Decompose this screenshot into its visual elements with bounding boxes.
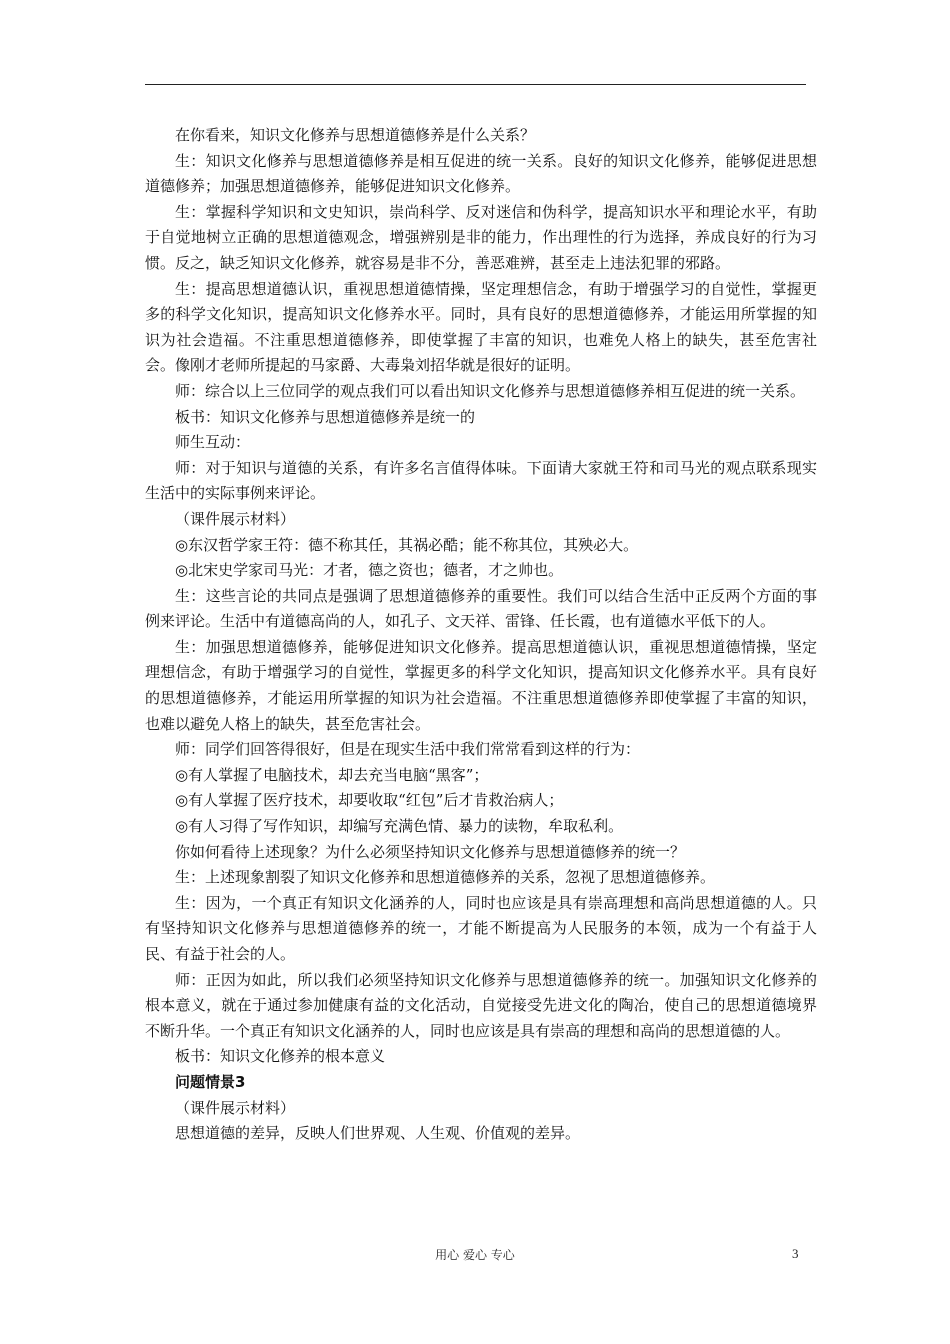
paragraph: 生：提高思想道德认识，重视思想道德情操，坚定理想信念，有助于增强学习的自觉性，掌握更多的科学文化知识，提高知识文化修养水平。同时，具有良好的思想道德修养，才能运用所掌握的知识为社会造福。不注重思想道德修养，即使掌握了丰富的知识，也难免人格上的缺失，甚至危害社会。像刚才老师所提起的马家爵、大毒枭刘招华就是很好的证明。 xyxy=(145,279,817,375)
example-item: ◎有人掌握了电脑技术，却去充当电脑“黑客”； xyxy=(175,765,489,784)
paragraph: 师：正因为如此，所以我们必须坚持知识文化修养与思想道德修养的统一。加强知识文化修养的根本意义，就在于通过参加健康有益的文化活动，自觉接受先进文化的陶冶，使自己的思想道德境界不断升华。一个真正有知识文化涵养的人，同时也应该是具有崇高的理想和高尚的思想道德的人。 xyxy=(145,970,817,1040)
blackboard-note: 板书：知识文化修养的根本意义 xyxy=(175,1047,386,1066)
paragraph: 生：因为，一个真正有知识文化涵养的人，同时也应该是具有崇高理想和高尚思想道德的人。只有坚持知识文化修养与思想道德修养的统一，才能不断提高为人民服务的本领，成为一个有益于人民、有益于社会的人。 xyxy=(145,893,817,963)
material-note: （课件展示材料） xyxy=(175,509,296,528)
paragraph: 生：加强思想道德修养，能够促进知识文化修养。提高思想道德认识，重视思想道德情操，坚定理想信念，有助于增强学习的自觉性，掌握更多的科学文化知识，提高知识文化修养水平。具有良好的思想道德修养，才能运用所掌握的知识为社会造福。不注重思想道德修养即使掌握了丰富的知识，也难以避免人格上的缺失，甚至危害社会。 xyxy=(145,637,817,733)
paragraph: 生：掌握科学知识和文史知识，崇尚科学、反对迷信和伪科学，提高知识水平和理论水平，有助于自觉地树立正确的思想道德观念，增强辨别是非的能力，作出理性的行为选择，养成良好的行为习惯。反之，缺乏知识文化修养，就容易是非不分，善恶难辨，甚至走上违法犯罪的邪路。 xyxy=(145,202,817,272)
quote-item: ◎东汉哲学家王符：德不称其任，其祸必酷；能不称其位，其殃必大。 xyxy=(175,535,639,554)
page-number: 3 xyxy=(792,1246,799,1261)
paragraph: 师：对于知识与道德的关系，有许多名言值得体味。下面请大家就王符和司马光的观点联系现实生活中的实际事例来评论。 xyxy=(145,458,817,503)
paragraph: 在你看来，知识文化修养与思想道德修养是什么关系？ xyxy=(175,126,536,144)
footer-slogan: 用心 爱心 专心 xyxy=(435,1248,515,1262)
paragraph: 生：这些言论的共同点是强调了思想道德修养的重要性。我们可以结合生活中正反两个方面的事例来评论。生活中有道德高尚的人，如孔子、文天祥、雷锋、任长霞，也有道德水平低下的人。 xyxy=(145,586,817,631)
document-body xyxy=(145,123,817,1147)
paragraph: 师：综合以上三位同学的观点我们可以看出知识文化修养与思想道德修养相互促进的统一关系。 xyxy=(175,381,806,400)
header-rule xyxy=(145,84,806,85)
material-note: （课件展示材料） xyxy=(175,1098,296,1117)
example-item: ◎有人掌握了医疗技术，却要收取“红包”后才肯救治病人； xyxy=(175,791,564,810)
example-item: ◎有人习得了写作知识，却编写充满色情、暴力的读物，牟取私利。 xyxy=(175,817,624,836)
paragraph: 师：同学们回答得很好，但是在现实生活中我们常常看到这样的行为： xyxy=(175,740,641,759)
paragraph: 师生互动： xyxy=(175,433,251,452)
blackboard-note: 板书：知识文化修养与思想道德修养是统一的 xyxy=(175,407,476,426)
quote-item: ◎北宋史学家司马光：才者，德之资也；德者，才之帅也。 xyxy=(175,561,564,580)
paragraph: 生：上述现象割裂了知识文化修养和思想道德修养的关系，忽视了思想道德修养。 xyxy=(175,868,716,887)
section-heading: 问题情景3 xyxy=(175,1072,246,1091)
paragraph: 生：知识文化修养与思想道德修养是相互促进的统一关系。良好的知识文化修养，能够促进思想道德修养；加强思想道德修养，能够促进知识文化修养。 xyxy=(145,151,817,196)
paragraph: 你如何看待上述现象？为什么必须坚持知识文化修养与思想道德修养的统一？ xyxy=(175,842,686,861)
paragraph: 思想道德的差异，反映人们世界观、人生观、价值观的差异。 xyxy=(175,1124,581,1143)
